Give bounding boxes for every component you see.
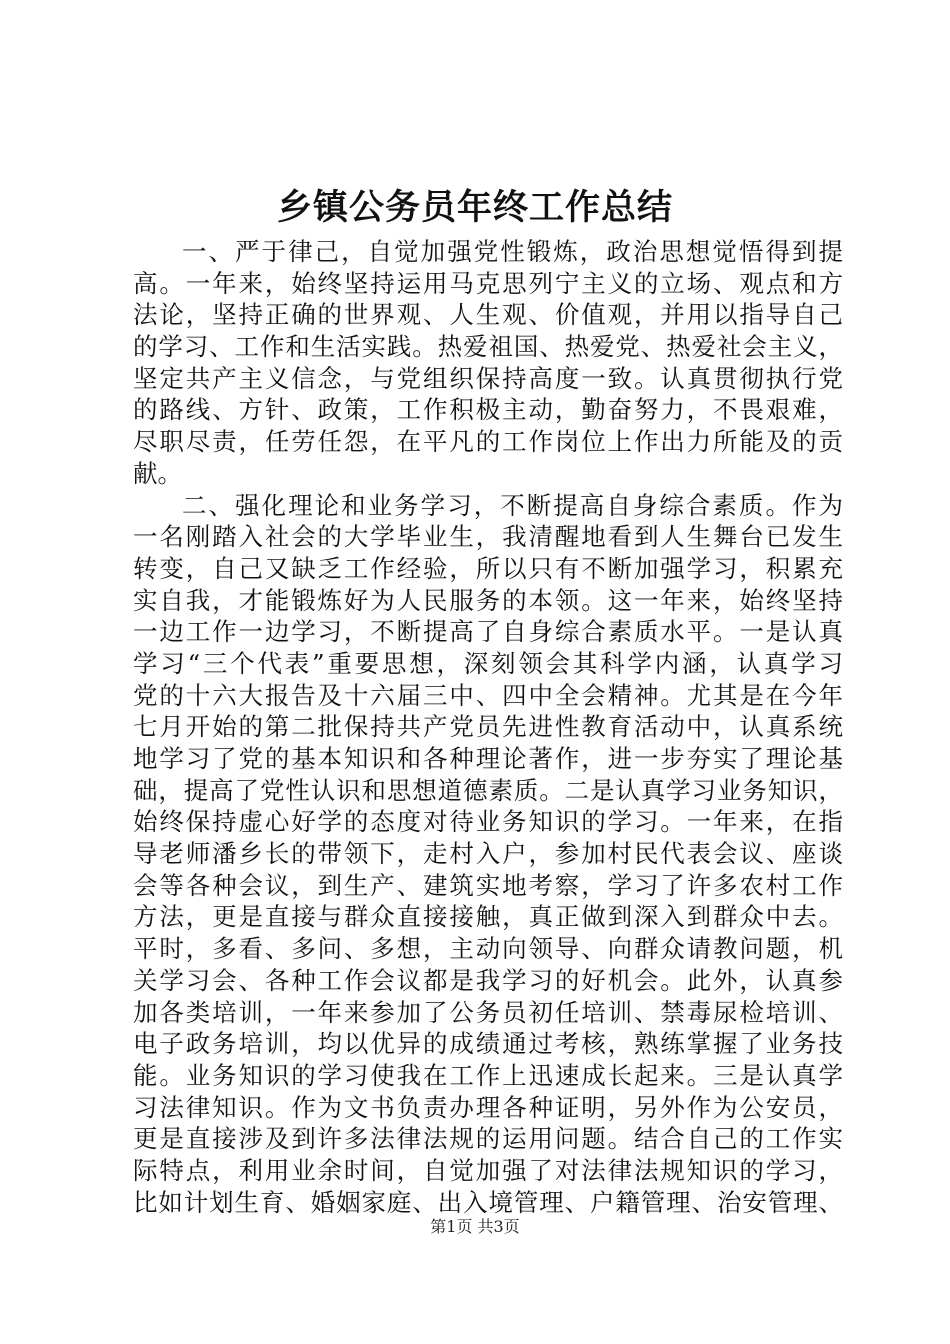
paragraph-2-line: 会等各种会议，到生产、建筑实地考察，学习了许多农村工作 bbox=[133, 870, 843, 900]
paragraph-2-line: 二、强化理论和业务学习，不断提高自身综合素质。作为 bbox=[182, 490, 843, 520]
paragraph-1-line: 高。一年来，始终坚持运用马克思列宁主义的立场、观点和方 bbox=[133, 268, 843, 298]
paragraph-2-line: 一名刚踏入社会的大学毕业生，我清醒地看到人生舞台已发生 bbox=[133, 522, 843, 552]
paragraph-1-line: 的学习、工作和生活实践。热爱祖国、热爱党、热爱社会主义， bbox=[133, 332, 843, 362]
paragraph-2-line: 七月开始的第二批保持共产党员先进性教育活动中，认真系统 bbox=[133, 712, 843, 742]
document-body bbox=[133, 236, 843, 1218]
paragraph-1-line: 的路线、方针、政策，工作积极主动，勤奋努力，不畏艰难， bbox=[133, 395, 843, 425]
paragraph-2-line: 始终保持虚心好学的态度对待业务知识的学习。一年来，在指 bbox=[133, 807, 843, 837]
paragraph-1-line: 献。 bbox=[133, 458, 182, 488]
paragraph-2-line: 关学习会、各种工作会议都是我学习的好机会。此外，认真参 bbox=[133, 965, 843, 995]
paragraph-2-line: 习法律知识。作为文书负责办理各种证明，另外作为公安员， bbox=[133, 1092, 843, 1122]
paragraph-2-line: 加各类培训，一年来参加了公务员初任培训、禁毒尿检培训、 bbox=[133, 997, 843, 1027]
paragraph-2-line: 转变，自己又缺乏工作经验，所以只有不断加强学习，积累充 bbox=[133, 553, 843, 583]
paragraph-2-line: 地学习了党的基本知识和各种理论著作，进一步夯实了理论基 bbox=[133, 744, 843, 773]
paragraph-1-line: 坚定共产主义信念，与党组织保持高度一致。认真贯彻执行党 bbox=[133, 363, 843, 393]
paragraph-2-line: 能。业务知识的学习使我在工作上迅速成长起来。三是认真学 bbox=[133, 1060, 843, 1090]
paragraph-1-line: 一、严于律己，自觉加强党性锻炼，政治思想觉悟得到提 bbox=[182, 237, 843, 266]
paragraph-2-line: 一边工作一边学习，不断提高了自身综合素质水平。一是认真 bbox=[133, 617, 843, 647]
paragraph-2-line: 导老师潘乡长的带领下，走村入户，参加村民代表会议、座谈 bbox=[133, 839, 843, 869]
paragraph-2-line: 方法，更是直接与群众直接接触，真正做到深入到群众中去。 bbox=[133, 902, 843, 932]
paragraph-2-line: 际特点，利用业余时间，自觉加强了对法律法规知识的学习， bbox=[133, 1155, 843, 1185]
paragraph-2-line: 党的十六大报告及十六届三中、四中全会精神。尤其是在今年 bbox=[133, 680, 843, 710]
paragraph-1-line: 法论，坚持正确的世界观、人生观、价值观，并用以指导自己 bbox=[133, 300, 843, 330]
paragraph-2-line: 础，提高了党性认识和思想道德素质。二是认真学习业务知识， bbox=[133, 775, 843, 805]
paragraph-2-line: 电子政务培训，均以优异的成绩通过考核，熟练掌握了业务技 bbox=[133, 1029, 843, 1059]
paragraph-2-line: 学习“三个代表”重要思想，深刻领会其科学内涵，认真学习 bbox=[133, 648, 843, 678]
paragraph-2-line: 更是直接涉及到许多法律法规的运用问题。结合自己的工作实 bbox=[133, 1124, 843, 1154]
document-title: 乡镇公务员年终工作总结 bbox=[276, 187, 673, 228]
paragraph-1-line: 尽职尽责，任劳任怨，在平凡的工作岗位上作出力所能及的贡 bbox=[133, 427, 843, 457]
paragraph-2-line: 平时，多看、多问、多想，主动向领导、向群众请教问题，机 bbox=[133, 934, 843, 964]
paragraph-2-line: 比如计划生育、婚姻家庭、出入境管理、户籍管理、治安管理、 bbox=[133, 1187, 843, 1217]
page-number-footer: 第1页 共3页 bbox=[430, 1217, 520, 1236]
paragraph-2-line: 实自我，才能锻炼好为人民服务的本领。这一年来，始终坚持 bbox=[133, 585, 843, 615]
